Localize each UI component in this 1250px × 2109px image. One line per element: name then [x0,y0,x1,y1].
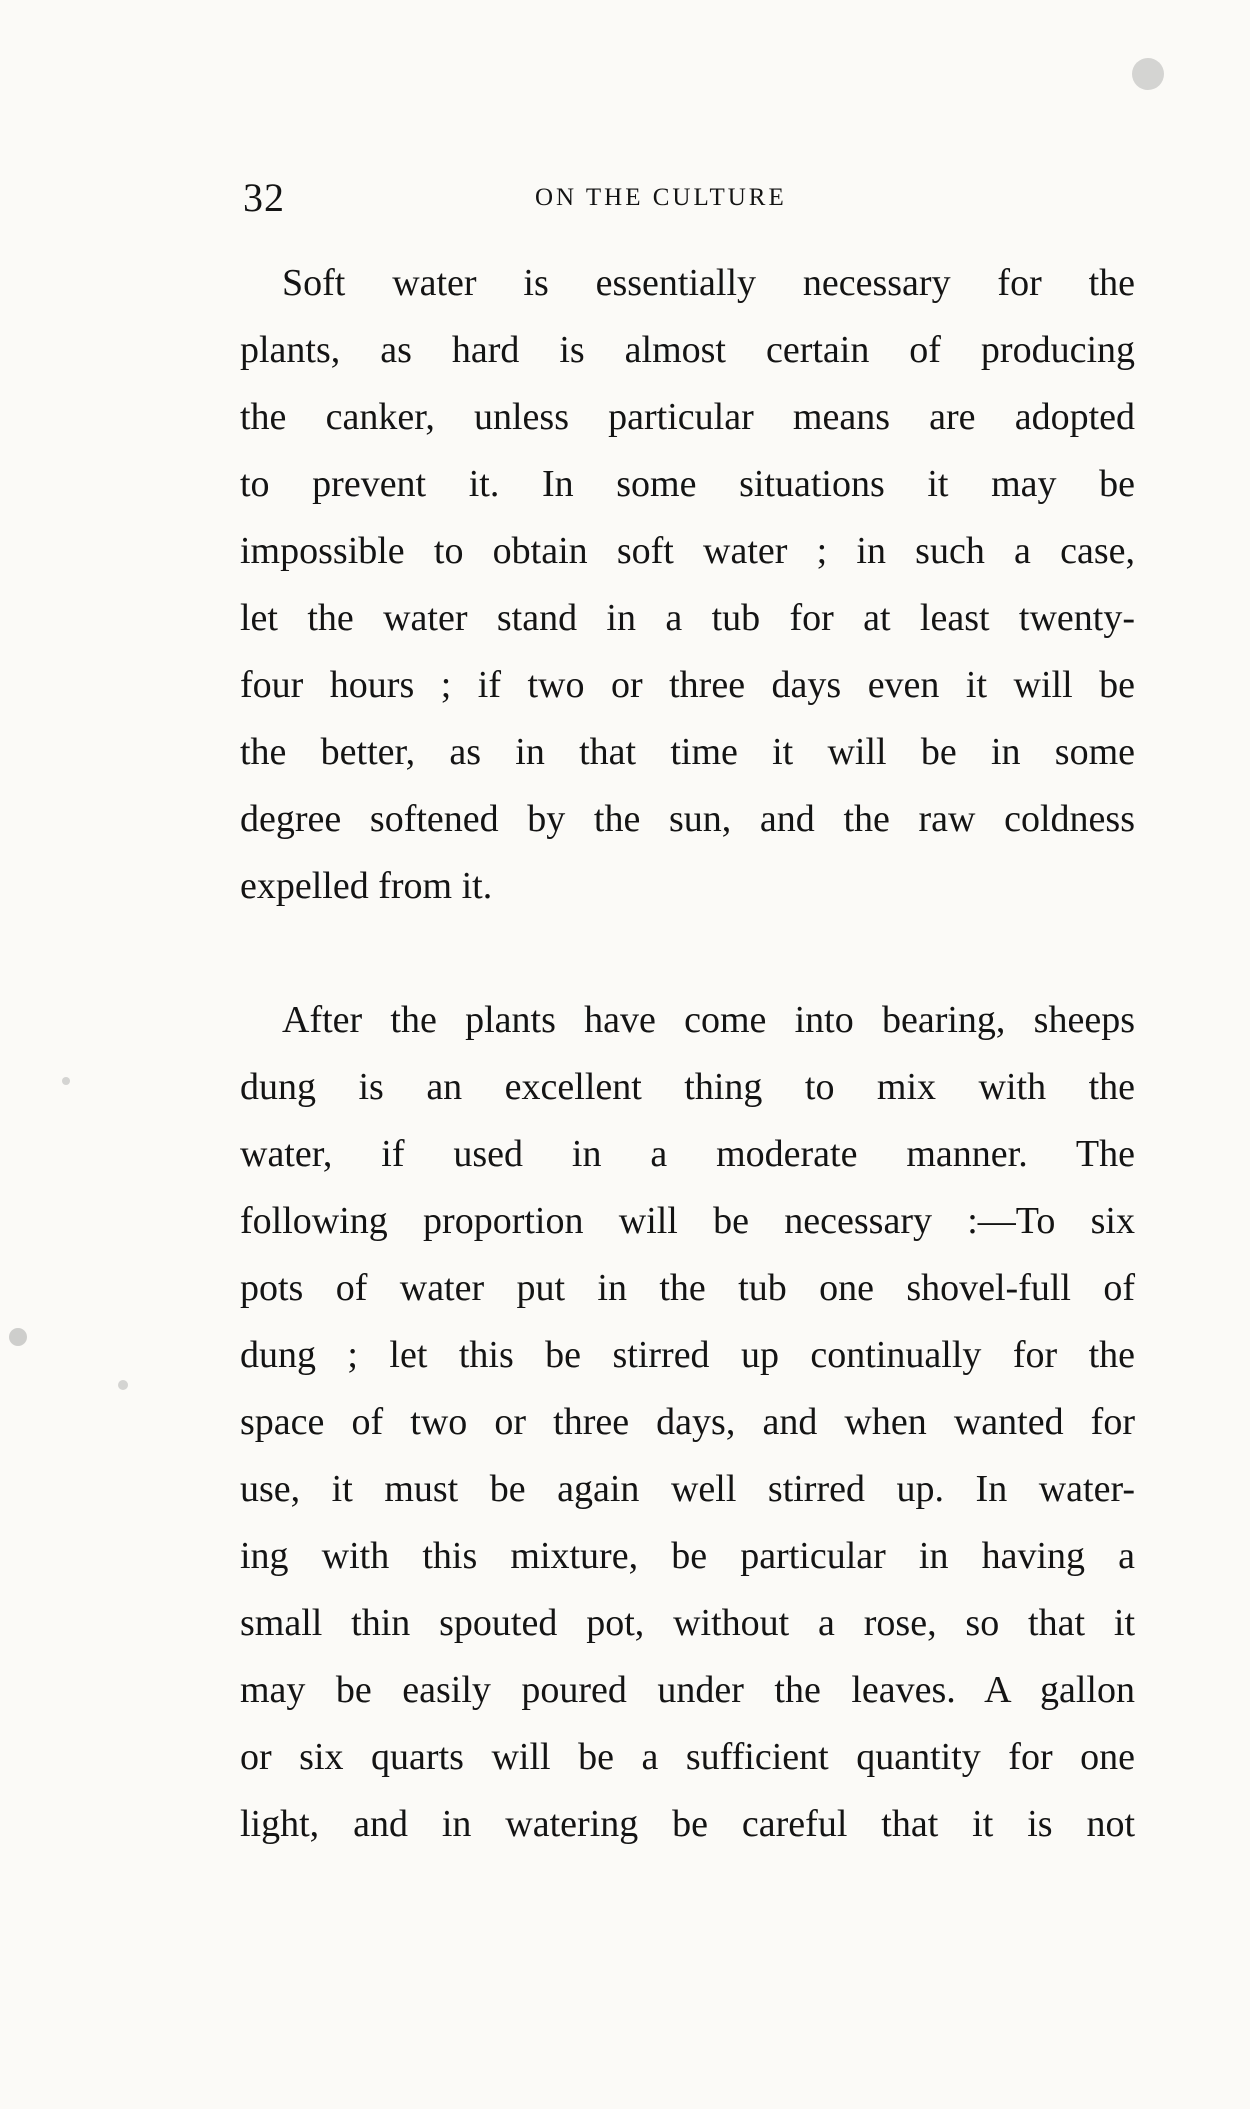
text-line: four hours ; if two or three days even it will be [240,664,1135,706]
text-line: After the plants have come into bearing, sheeps [282,999,1135,1041]
text-line: the better, as in that time it will be in some [240,731,1135,773]
text-line: pots of water put in the tub one shovel-full of [240,1267,1135,1309]
text-line: use, it must be again well stirred up. In water- [240,1468,1135,1510]
text-line: following proportion will be necessary :—To six [240,1200,1135,1242]
text-line: expelled from it. [240,865,493,907]
paragraph-2 [240,987,1135,1858]
text-line: space of two or three days, and when wanted for [240,1401,1135,1443]
text-line: the canker, unless particular means are adopted [240,396,1135,438]
text-line: small thin spouted pot, without a rose, so that it [240,1602,1135,1644]
text-line: Soft water is essentially necessary for the [282,262,1135,304]
text-line: plants, as hard is almost certain of producing [240,329,1135,371]
text-line: impossible to obtain soft water ; in such a case, [240,530,1135,572]
text-line: to prevent it. In some situations it may be [240,463,1135,505]
paper-speck [62,1077,70,1085]
text-line: or six quarts will be a sufficient quantity for one [240,1736,1135,1778]
paper-speck [118,1380,128,1390]
text-line: degree softened by the sun, and the raw coldness [240,798,1135,840]
body-text [240,250,1135,1858]
text-line: dung ; let this be stirred up continually for the [240,1334,1135,1376]
text-line: ing with this mixture, be particular in having a [240,1535,1135,1577]
text-line: water, if used in a moderate manner. The [240,1133,1135,1175]
text-line: dung is an excellent thing to mix with the [240,1066,1135,1108]
text-line: let the water stand in a tub for at least twenty- [240,597,1135,639]
page-header [243,170,1133,230]
text-line: light, and in watering be careful that it is not [240,1803,1135,1845]
paragraph-1 [240,250,1135,920]
paper-speck [9,1328,27,1346]
text-line: may be easily poured under the leaves. A gallon [240,1669,1135,1711]
paper-speck [1132,58,1164,90]
page-number: 32 [243,175,285,220]
running-head: ON THE CULTURE [535,184,787,211]
